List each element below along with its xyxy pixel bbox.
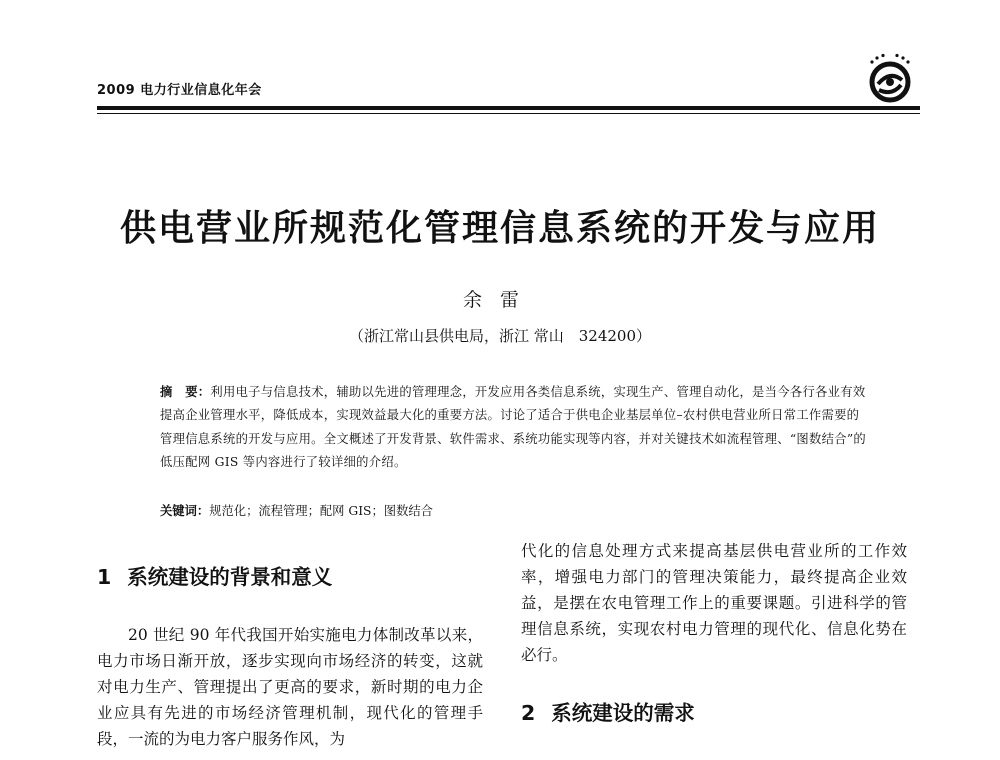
article-title: 供电营业所规范化管理信息系统的开发与应用: [119, 207, 880, 249]
section-1-paragraph: 20 世纪 90 年代我国开始实施电力体制改革以来，电力市场日渐开放，逐步实现向市场经济的转变，这就对电力生产、管理提出了更高的要求，新时期的电力企业应具有先进的市场经济管理机制，现代化的管理手段，一流的为电力客户服务作风，为: [97, 626, 483, 748]
section-number: 2: [521, 701, 536, 725]
author-name: 余雷: [462, 289, 537, 311]
keywords: [160, 500, 866, 522]
abstract-text: 利用电子与信息技术，辅助以先进的管理理念，开发应用各类信息系统，实现生产、管理自动化，是当今各行各业有效提高企业管理水平，降低成本，实现效益最大化的重要方法。讨论了适合于供电企业基层单位–农村供电营业所日常工作需要的管理信息系统的开发与应用。全文概述了开发背景、软件需求、系统功能实现等内容，并对关键技术如流程管理、“图数结合”的低压配网 GIS 等内容进行了较详细的介绍。: [160, 385, 867, 470]
author-affiliation: （浙江常山县供电局，浙江 常山 324200）: [348, 327, 652, 345]
section-2-heading: [521, 696, 695, 726]
abstract-label: 摘 要：: [160, 385, 211, 399]
right-column-paragraph: 代化的信息处理方式来提高基层供电营业所的工作效率，增强电力部门的管理决策能力，最终提高企业效益，是摆在农电管理工作上的重要课题。引进科学的管理信息系统，实现农村电力管理的现代化、信息化势在必行。: [521, 542, 907, 664]
conference-emblem-icon: [866, 52, 914, 104]
keywords-label: 关键词：: [160, 504, 210, 518]
keywords-text: 规范化；流程管理；配网 GIS；图数结合: [209, 504, 433, 518]
abstract: [160, 381, 866, 475]
left-column: [97, 622, 483, 752]
section-title: 系统建设的背景和意义: [127, 565, 333, 589]
right-column: [521, 538, 907, 668]
section-1-heading: [97, 560, 332, 590]
section-number: 1: [97, 565, 112, 589]
running-head: 2009 电力行业信息化年会: [97, 83, 262, 98]
section-title: 系统建设的需求: [551, 701, 695, 725]
header-rule-thick: [97, 106, 920, 110]
header-rule-thin: [97, 113, 920, 114]
